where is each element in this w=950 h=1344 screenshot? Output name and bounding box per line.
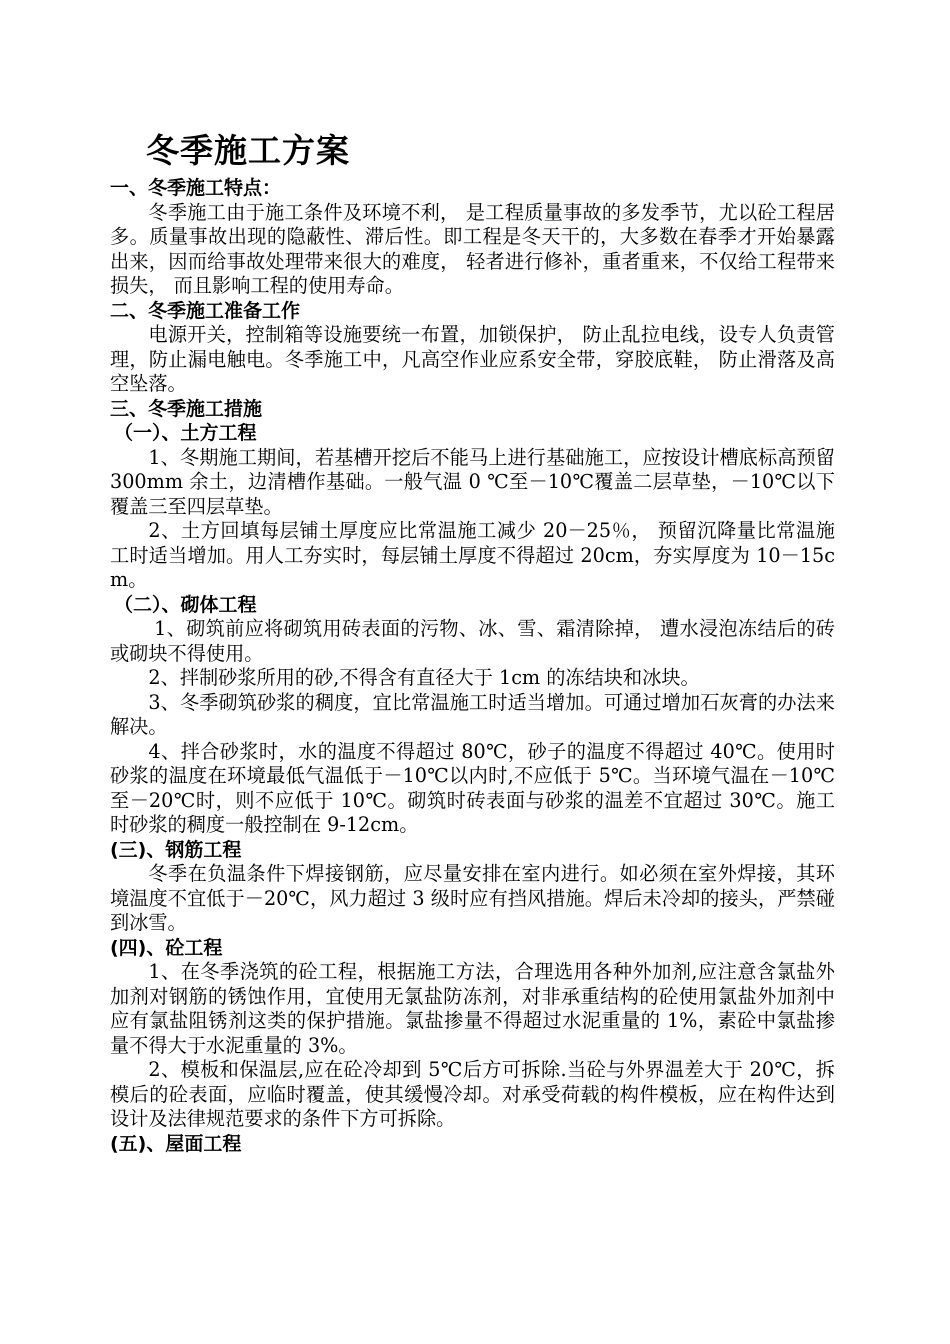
section-heading-features: 一、冬季施工特点：	[110, 177, 282, 199]
subheading-masonry: （二）、砌体工程	[114, 593, 257, 616]
paragraph-masonry-4: 4、拌合砂浆时，水的温度不得超过 80℃，砂子的温度不得超过 40℃。使用时砂浆的温度在环境最低气温低于－10℃以内时,不应低于 5℃。当环境气温在－10℃至－20℃时，则不应低于 10℃。砌筑时砖表面与砂浆的温差不宜超过 30℃。施工时砂浆的稠度一般控制在 9-12cm。	[110, 739, 835, 836]
paragraph-features: 冬季施工由于施工条件及环境不利， 是工程质量事故的多发季节，尤以砼工程居多。质量事故出现的隐蔽性、滞后性。即工程是冬天干的，大多数在春季才开始暴露出来，因而给事故处理带来很大的难度， 轻者进行修补，重者重来，不仅给工程带来损失， 而且影响工程的使用寿命。	[110, 200, 835, 297]
paragraph-earthwork-1: 1、冬期施工期间，若基槽开挖后不能马上进行基础施工，应按设计槽底标高预留 300mm 余土，边清槽作基础。一般气温 0 ℃至－10℃覆盖二层草垫，－10℃以下覆盖三至四层草垫。	[110, 445, 835, 518]
paragraph-masonry-2: 2、拌制砂浆所用的砂,不得含有直径大于 1cm 的冻结块和冰块。	[148, 666, 700, 689]
section-heading-preparation: 二、冬季施工准备工作	[110, 299, 301, 322]
paragraph-concrete-2: 2、模板和保温层,应在砼冷却到 5℃后方可拆除.当砼与外界温差大于 20℃，拆模后的砼表面，应临时覆盖，使其缓慢冷却。对承受荷载的构件模板，应在构件达到设计及法律规范要求的条件下方可拆除。	[110, 1058, 835, 1130]
section-heading-measures: 三、冬季施工措施	[110, 397, 263, 420]
paragraph-earthwork-2: 2、土方回填每层铺土厚度应比常温施工减少 20－25％， 预留沉降量比常温施工时适当增加。用人工夯实时，每层铺土厚度不得超过 20cm，夯实厚度为 10－15cm。	[110, 519, 835, 591]
paragraph-rebar: 冬季在负温条件下焊接钢筋，应尽量安排在室内进行。如必须在室外焊接，其环境温度不宜低于－20℃，风力超过 3 级时应有挡风措施。焊后未冷却的接头，严禁碰到冰雪。	[110, 862, 835, 934]
subheading-concrete: (四)、砼工程	[110, 936, 223, 959]
document-page	[110, 128, 835, 1156]
paragraph-masonry-3: 3、冬季砌筑砂浆的稠度，宜比常温施工时适当增加。可通过增加石灰膏的办法来解决。	[110, 690, 835, 738]
subheading-earthwork: （一）、土方工程	[114, 422, 257, 444]
subheading-roofing: (五)、屋面工程	[110, 1132, 242, 1155]
subheading-rebar: (三)、钢筋工程	[110, 838, 242, 861]
document-title: 冬季施工方案	[146, 131, 350, 170]
paragraph-concrete-1: 1、在冬季浇筑的砼工程，根据施工方法，合理选用各种外加剂,应注意含氯盐外加剂对钢筋的锈蚀作用，宜使用无氯盐防冻剂，对非承重结构的砼使用氯盐外加剂中应有氯盐阻锈剂这类的保护措施。氯盐掺量不得超过水泥重量的 1%，素砼中氯盐掺量不得大于水泥重量的 3%。	[110, 960, 835, 1057]
paragraph-masonry-1: 1、砌筑前应将砌筑用砖表面的污物、冰、雪、霜清除掉， 遭水浸泡冻结后的砖或砌块不得使用。	[110, 617, 835, 665]
paragraph-preparation: 电源开关，控制箱等设施要统一布置，加锁保护， 防止乱拉电线，设专人负责管理，防止漏电触电。冬季施工中，凡高空作业应系安全带，穿胶底鞋， 防止滑落及高空坠落。	[110, 323, 835, 395]
